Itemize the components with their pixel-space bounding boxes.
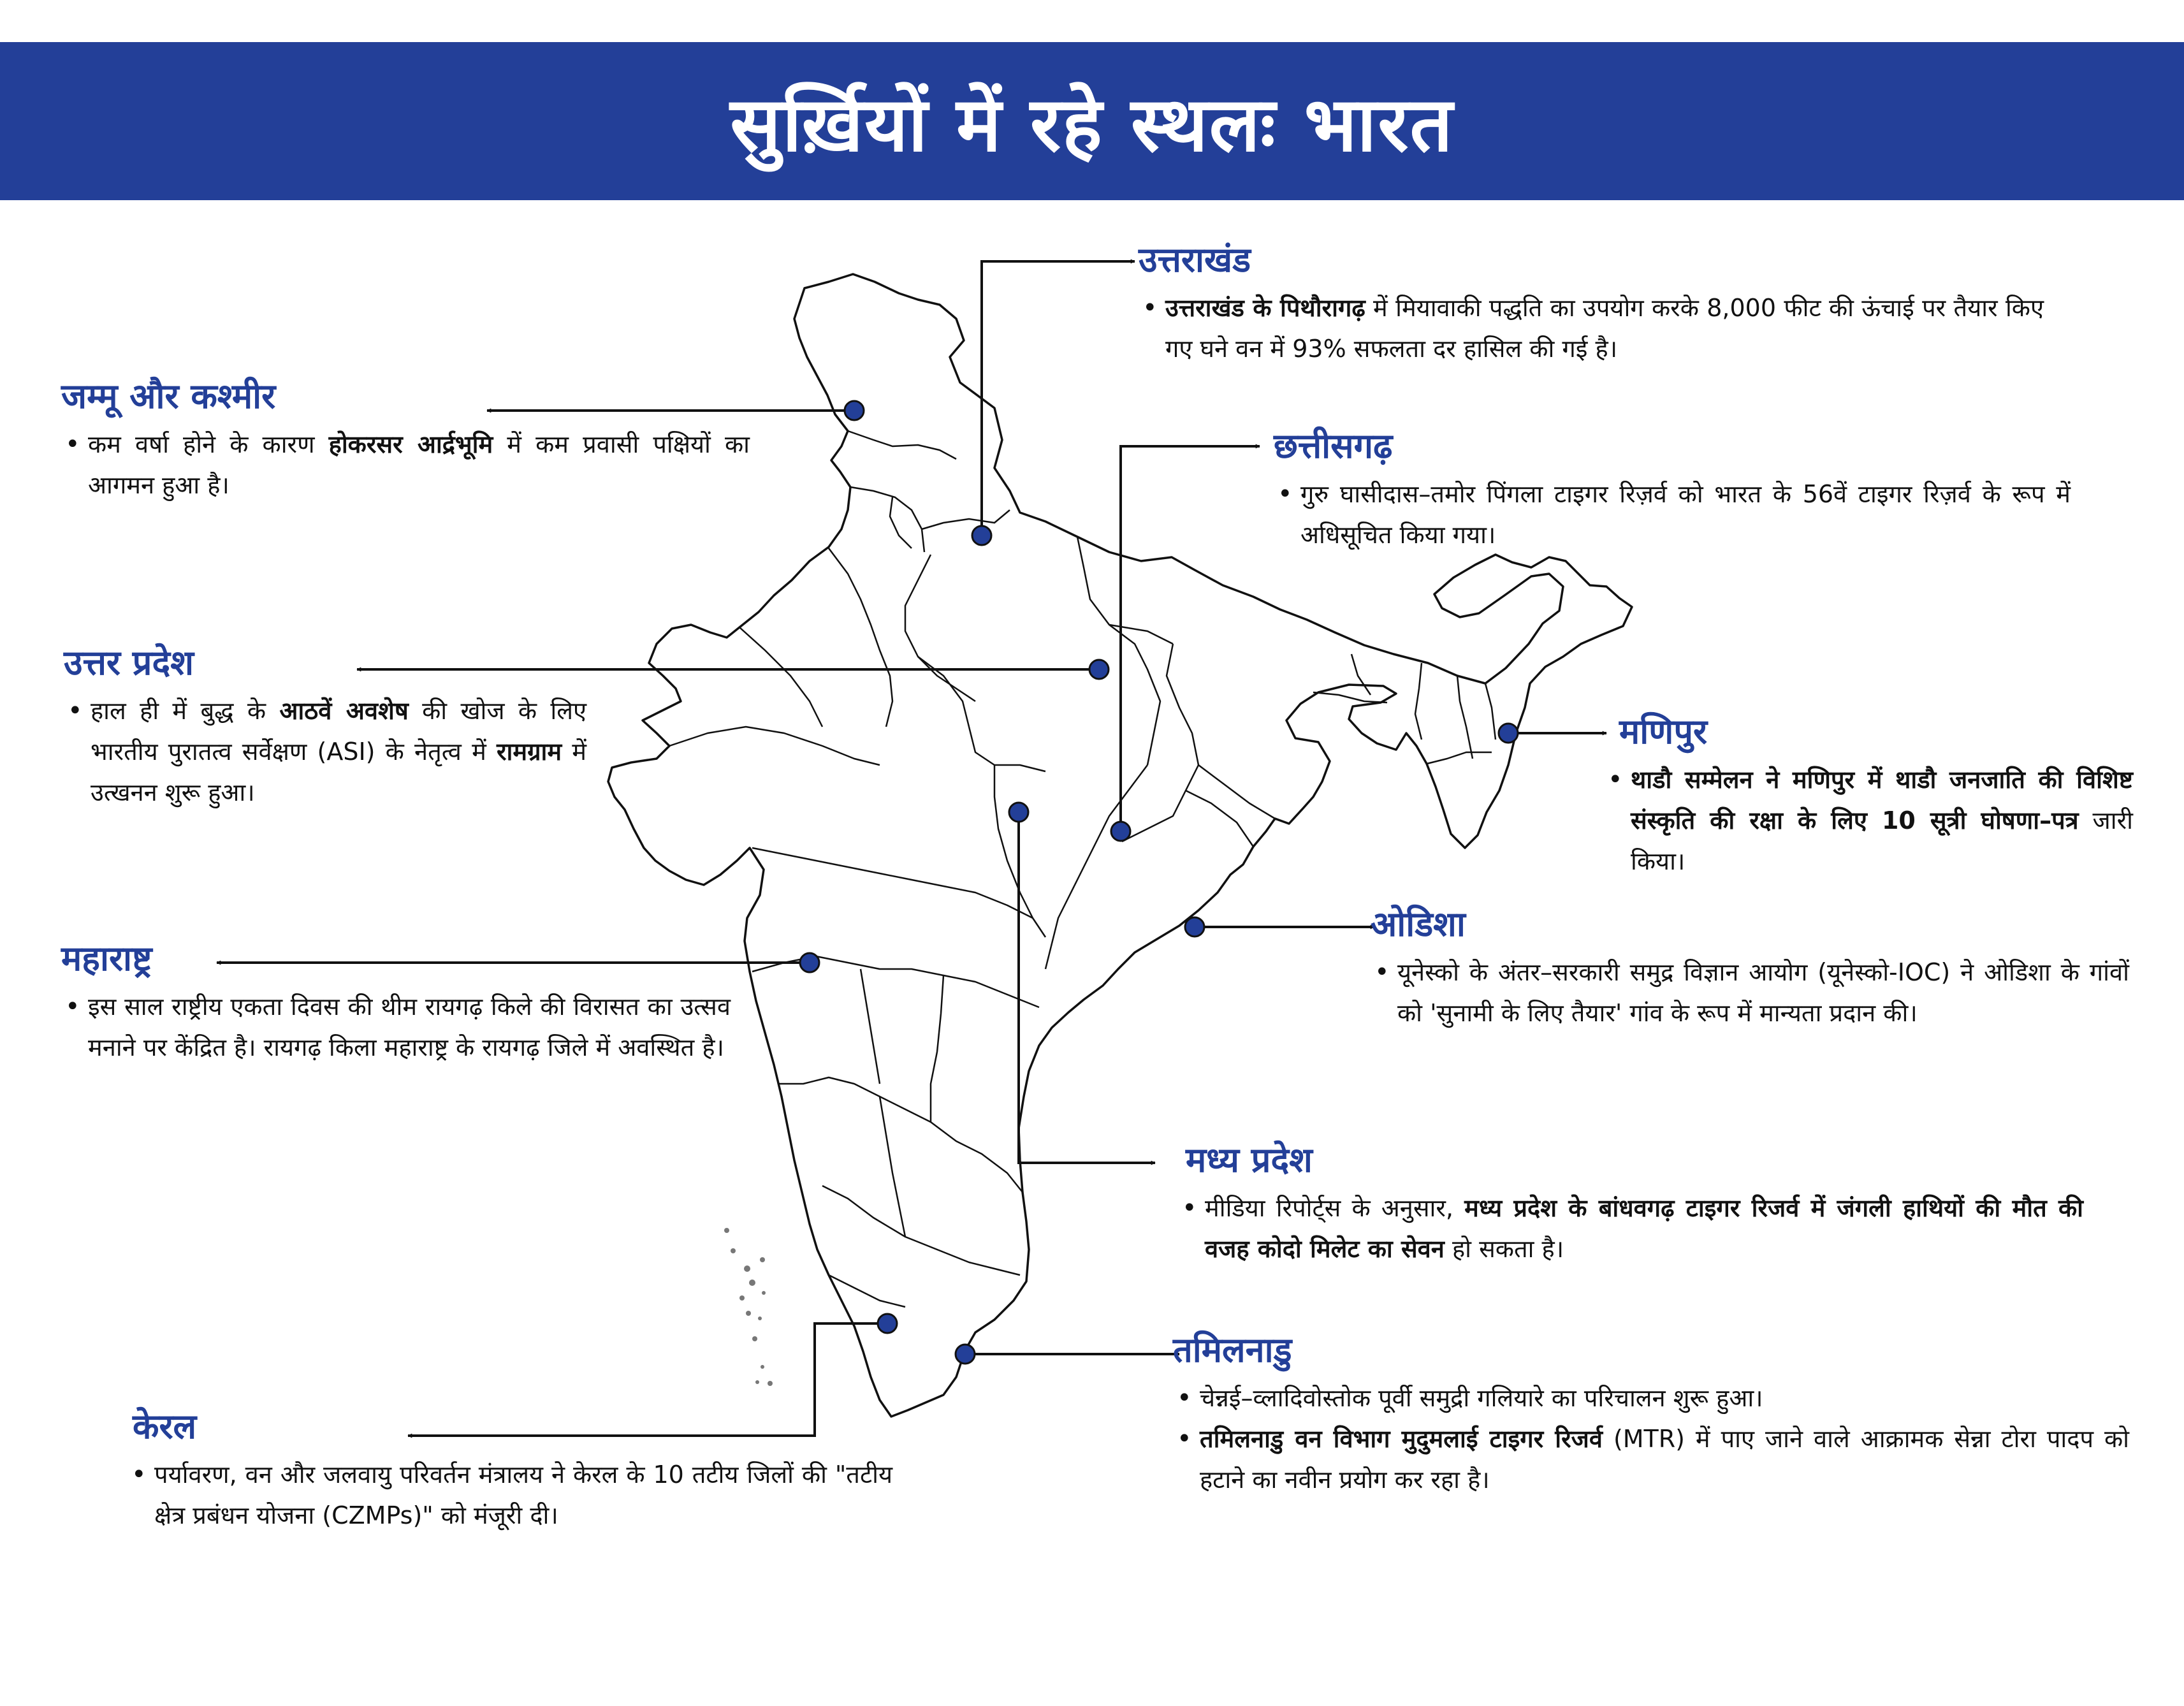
marker-tamil-nadu xyxy=(956,1345,975,1364)
uttarakhand-heading: उत्तराखंड xyxy=(1139,240,1251,280)
bullet-point xyxy=(1178,1188,2083,1269)
tamil-nadu-heading: तमिलनाडु xyxy=(1173,1330,1292,1370)
text: जारी किया। xyxy=(1631,806,2133,876)
bold-text: रामग्राम xyxy=(497,738,562,766)
uttarakhand-block xyxy=(1139,241,2044,369)
kerala-block xyxy=(127,1408,892,1536)
chhattisgarh-heading: छत्तीसगढ़ xyxy=(1274,426,1393,466)
marker-chhattisgarh xyxy=(1111,822,1130,841)
jammu-kashmir-block xyxy=(61,377,750,506)
odisha-block xyxy=(1371,905,2129,1033)
bold-text: होकरसर आर्द्रभूमि xyxy=(328,430,493,459)
bullet-point xyxy=(1173,1378,2129,1418)
manipur-points xyxy=(1604,759,2133,882)
text: हो सकता है। xyxy=(1444,1235,1564,1264)
manipur-block xyxy=(1604,713,2133,882)
text: (MTR) में पाए जाने वाले आक्रामक सेन्ना टोरा पादप को हटाने का नवीन प्रयोग कर रहा है। xyxy=(1200,1425,2129,1494)
maharashtra-block xyxy=(61,940,731,1068)
madhya-pradesh-block xyxy=(1178,1141,2083,1269)
bullet-point xyxy=(1139,288,2044,369)
text: कम वर्षा होने के कारण xyxy=(88,430,329,459)
bullet-point xyxy=(61,424,750,506)
text: चेन्नई–व्लादिवोस्तोक पूर्वी समुद्री गलियारे का परिचालन शुरू हुआ। xyxy=(1200,1384,1763,1413)
uttar-pradesh-points xyxy=(64,690,586,813)
marker-jammu-kashmir xyxy=(845,401,864,420)
text: में कम प्रवासी पक्षियों का आगमन हुआ है। xyxy=(88,430,750,500)
tamil-nadu-block xyxy=(1173,1331,2129,1500)
chhattisgarh-points xyxy=(1274,474,2071,555)
kerala-heading: केरल xyxy=(133,1406,197,1447)
madhya-pradesh-points xyxy=(1178,1188,2083,1269)
marker-uttarakhand xyxy=(972,526,991,545)
bullet-point xyxy=(1371,952,2129,1033)
bullet-point xyxy=(1274,474,2071,555)
uttar-pradesh-block xyxy=(64,644,586,813)
uttarakhand-points xyxy=(1139,288,2044,369)
text: गुरु घासीदास–तमोर पिंगला टाइगर रिज़र्व को भारत के 56वें टाइगर रिज़र्व के रूप में अधिसूचित किया गया। xyxy=(1300,480,2071,550)
text: इस साल राष्ट्रीय एकता दिवस की थीम रायगढ़ किले की विरासत का उत्सव मनाने पर केंद्रित है। रायगढ़ किला महाराष्ट्र के रायगढ़ जिले में अवस्थित है। xyxy=(88,993,731,1062)
marker-uttar-pradesh xyxy=(1089,660,1109,679)
marker-kerala xyxy=(878,1314,897,1333)
uttar-pradesh-heading: उत्तर प्रदेश xyxy=(64,643,194,683)
bullet-point xyxy=(1604,759,2133,882)
odisha-points xyxy=(1371,952,2129,1033)
text: पर्यावरण, वन और जलवायु परिवर्तन मंत्रालय ने केरल के 10 तटीय जिलों की "तटीय क्षेत्र प्रबंधन योजना (CZMPs)" को मंजूरी दी। xyxy=(154,1461,892,1530)
marker-manipur xyxy=(1499,724,1518,743)
kerala-points xyxy=(127,1454,892,1536)
maharashtra-points xyxy=(61,986,731,1068)
jammu-kashmir-heading: जम्मू और कश्मीर xyxy=(61,376,276,416)
madhya-pradesh-heading: मध्य प्रदेश xyxy=(1186,1140,1313,1180)
bold-text: मध्य प्रदेश के बांधवगढ़ टाइगर रिजर्व में जंगली हाथियों की मौत की वजह कोदो मिलेट का सेवन xyxy=(1205,1194,2084,1264)
jammu-kashmir-points xyxy=(61,424,750,506)
text: यूनेस्को के अंतर–सरकारी समुद्र विज्ञान आयोग (यूनेस्को-IOC) ने ओडिशा के गांवों को 'सुनामी के लिए तैयार' गांव के रूप में मान्यता प्रदान की। xyxy=(1397,958,2129,1028)
chhattisgarh-block xyxy=(1274,427,2071,555)
bold-text: उत्तराखंड के पिथौरागढ़ xyxy=(1165,294,1365,323)
text: में उत्खनन शुरू हुआ। xyxy=(91,738,586,807)
bold-text: थाडौ सम्मेलन ने मणिपुर में थाडौ जनजाति की विशिष्ट संस्कृति की रक्षा के लिए 10 सूत्री घोषणा–पत्र xyxy=(1631,766,2133,835)
manipur-heading: मणिपुर xyxy=(1619,711,1708,752)
marker-odisha xyxy=(1185,917,1204,937)
text: मीडिया रिपोर्ट्स के अनुसार, xyxy=(1205,1194,1465,1223)
lakshadweep-islands xyxy=(724,1228,773,1386)
marker-madhya-pradesh xyxy=(1009,803,1028,822)
bullet-point xyxy=(127,1454,892,1536)
text: की खोज के लिए भारतीय पुरातत्व सर्वेक्षण (ASI) के नेतृत्व में xyxy=(91,697,586,766)
bullet-point xyxy=(1173,1418,2129,1500)
bullet-point xyxy=(64,690,586,813)
page-title: सुर्ख़ियों में रहे स्थलः भारत xyxy=(730,80,1454,168)
bold-text: तमिलनाडु वन विभाग मुदुमलाई टाइगर रिजर्व xyxy=(1200,1425,1603,1454)
bullet-point xyxy=(61,986,731,1068)
text: हाल ही में बुद्ध के xyxy=(91,697,280,725)
text: में मियावाकी पद्धति का उपयोग करके 8,000 फीट की ऊंचाई पर तैयार किए गए घने वन में 93% सफलता दर हासिल की गई है। xyxy=(1165,294,2044,363)
tamil-nadu-points xyxy=(1173,1378,2129,1500)
marker-maharashtra xyxy=(800,953,819,972)
odisha-heading: ओडिशा xyxy=(1371,904,1466,944)
bold-text: आठवें अवशेष xyxy=(279,697,409,725)
maharashtra-heading: महाराष्ट्र xyxy=(61,938,152,979)
